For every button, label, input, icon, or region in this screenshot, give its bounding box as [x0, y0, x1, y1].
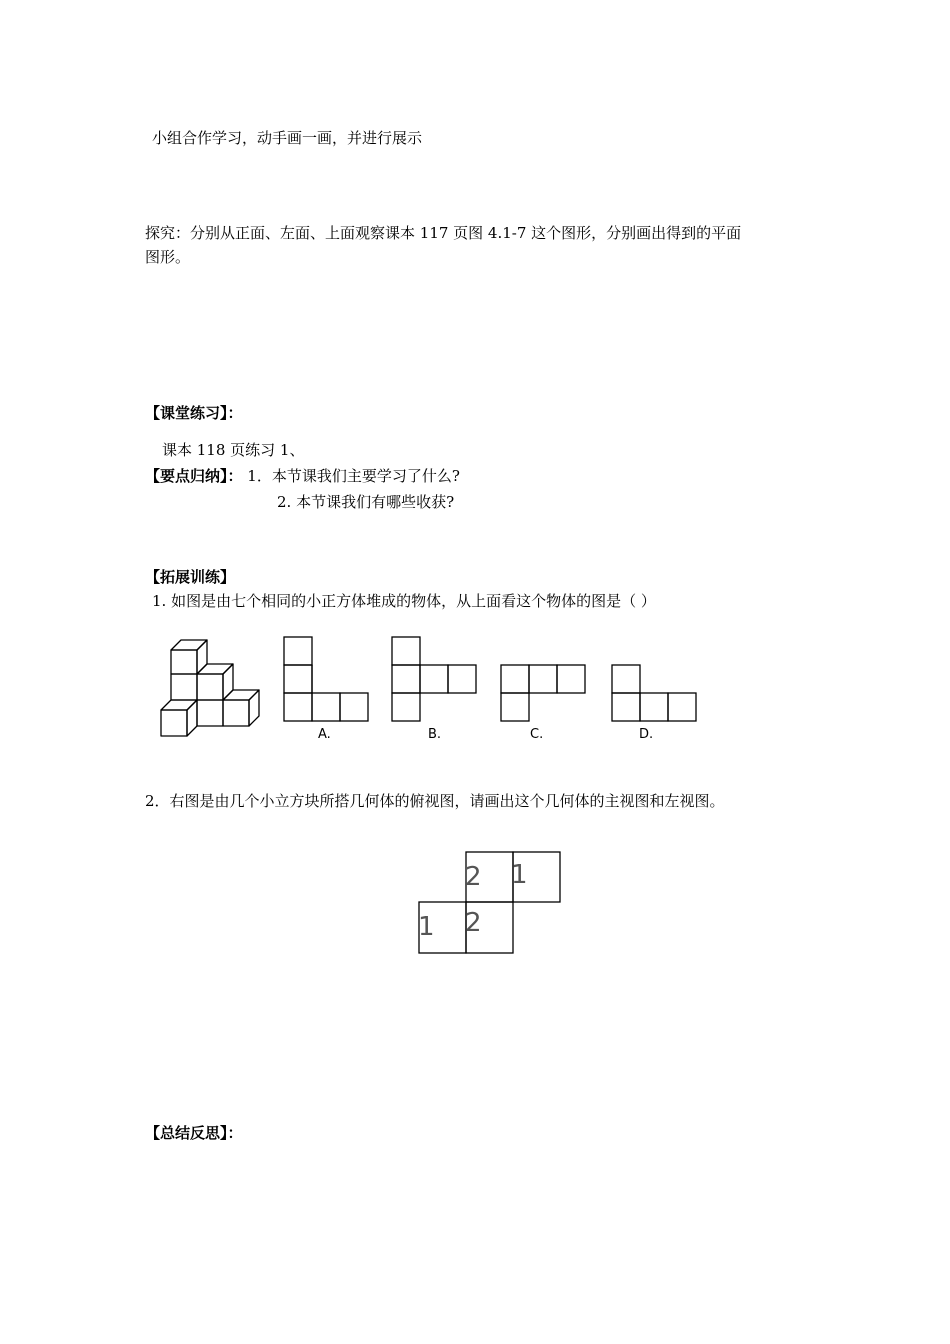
grid-number-bottom-left: 1: [418, 912, 435, 942]
option-d-figure: [611, 664, 699, 724]
summary-row: [145, 465, 460, 487]
extension-heading: 【拓展训练】: [145, 568, 236, 586]
grid-number-top-right: 1: [511, 860, 528, 890]
top-view-grid: [418, 851, 563, 956]
extension-question-1: 1. 如图是由七个相同的小正方体堆成的物体，从上面看这个物体的图是（ ）: [152, 592, 656, 610]
option-d-label[interactable]: D.: [639, 727, 654, 742]
summary-question-2: 2. 本节课我们有哪些收获?: [277, 493, 455, 511]
grid-number-bottom-right: 2: [465, 908, 482, 938]
practice-item: 课本 118 页练习 1、: [162, 441, 305, 459]
explore-line-2: 图形。: [145, 248, 191, 266]
reflection-heading: 【总结反思】：: [145, 1124, 243, 1142]
option-b-label[interactable]: B.: [428, 727, 442, 742]
option-c-label[interactable]: C.: [530, 727, 544, 742]
summary-question-1: 1．本节课我们主要学习了什么?: [247, 467, 460, 485]
option-c-figure: [500, 664, 588, 724]
practice-heading: 【课堂练习】：: [145, 404, 243, 422]
intro-text: 小组合作学习，动手画一画，并进行展示: [152, 129, 423, 147]
option-a-figure: [283, 636, 371, 724]
explore-line-1: 探究：分别从正面、左面、上面观察课本 117 页图 4.1-7 这个图形，分别画出得到的平面: [145, 224, 742, 242]
extension-question-2: 2．右图是由几个小立方块所搭几何体的俯视图，请画出这个几何体的主视图和左视图。: [145, 792, 725, 810]
option-a-label[interactable]: A.: [318, 727, 331, 742]
stacked-cubes-figure: [155, 632, 265, 742]
grid-number-top-left: 2: [465, 862, 482, 892]
summary-heading: 【要点归纳】：: [145, 467, 243, 485]
option-b-figure: [391, 636, 479, 724]
